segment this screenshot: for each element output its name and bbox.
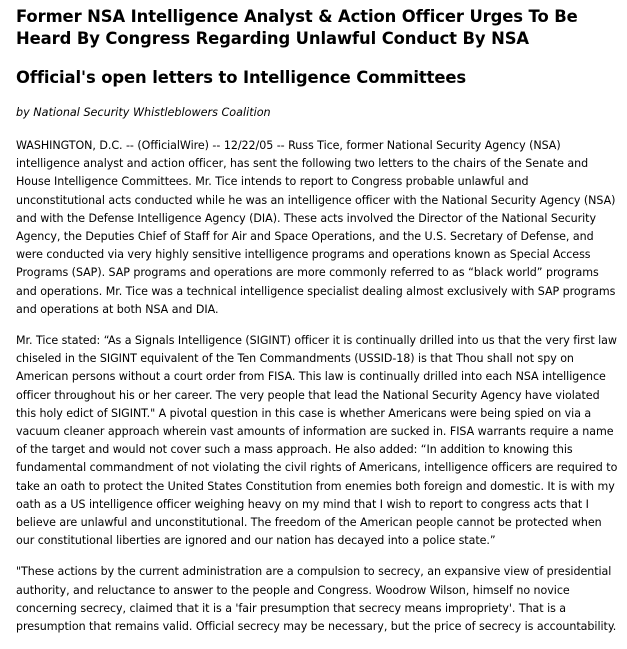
article-headline: Former NSA Intelligence Analyst & Action Officer Urges To Be Heard By Congress Regarding Unlawful Conduct By NSA (16, 7, 578, 48)
article-byline: by National Security Whistleblowers Coalition (16, 106, 271, 119)
article-subheadline: Official's open letters to Intelligence Committees (16, 68, 467, 87)
article-body (16, 137, 620, 636)
article-paragraph: WASHINGTON, D.C. -- (OfficialWire) -- 12/22/05 -- Russ Tice, former National Security Agency (NSA) intelligence analyst and action officer, has sent the following two letters to the chairs of the Senate and House Intelligence Committees. Mr. Tice intends to report to Congress probable unlawful and unconstitutional acts conducted while he was an intelligence officer with the National Security Agency (NSA) and with the Defense Intelligence Agency (DIA). These acts involved the Director of the National Security Agency, the Deputies Chief of Staff for Air and Space Operations, and the U.S. Secretary of Defense, and were conducted via very highly sensitive intelligence programs and operations known as Special Access Programs (SAP). SAP programs and operations are more commonly referred to as “black world” programs and operations. Mr. Tice was a technical intelligence specialist dealing almost exclusively with SAP programs and operations at both NSA and DIA. (16, 139, 616, 316)
article-paragraph: "These actions by the current administration are a compulsion to secrecy, an expansive view of presidential authority, and reluctance to answer to the people and Congress. Woodrow Wilson, himself no novice concerning secrecy, claimed that it is a 'fair presumption that secrecy means impropriety'. That is a presumption that remains valid. Official secrecy may be necessary, but the price of secrecy is accountability. (16, 565, 617, 634)
article (16, 6, 620, 649)
article-paragraph: Mr. Tice stated: “As a Signals Intelligence (SIGINT) officer it is continually drilled into us that the very first law chiseled in the SIGINT equivalent of the Ten Commandments (USSID-18) is that Thou shall not spy on American persons without a court order from FISA. This law is continually drilled into each NSA intelligence officer throughout his or her career. The very people that lead the National Security Agency have violated this holy edict of SIGINT." A pivotal question in this case is whether Americans were being spied on via a vacuum cleaner approach wherein vast amounts of information are sucked in. FISA warrants require a name of the target and would not cover such a mass approach. He also added: “In addition to knowing this fundamental commandment of not violating the civil rights of Americans, intelligence officers are required to take an oath to protect the United States Constitution from enemies both foreign and domestic. It is with my oath as a US intelligence officer weighing heavy on my mind that I wish to report to congress acts that I believe are unlawful and unconstitutional. The freedom of the American people cannot be protected when our constitutional liberties are ignored and our nation has decayed into a police state.” (16, 334, 618, 548)
